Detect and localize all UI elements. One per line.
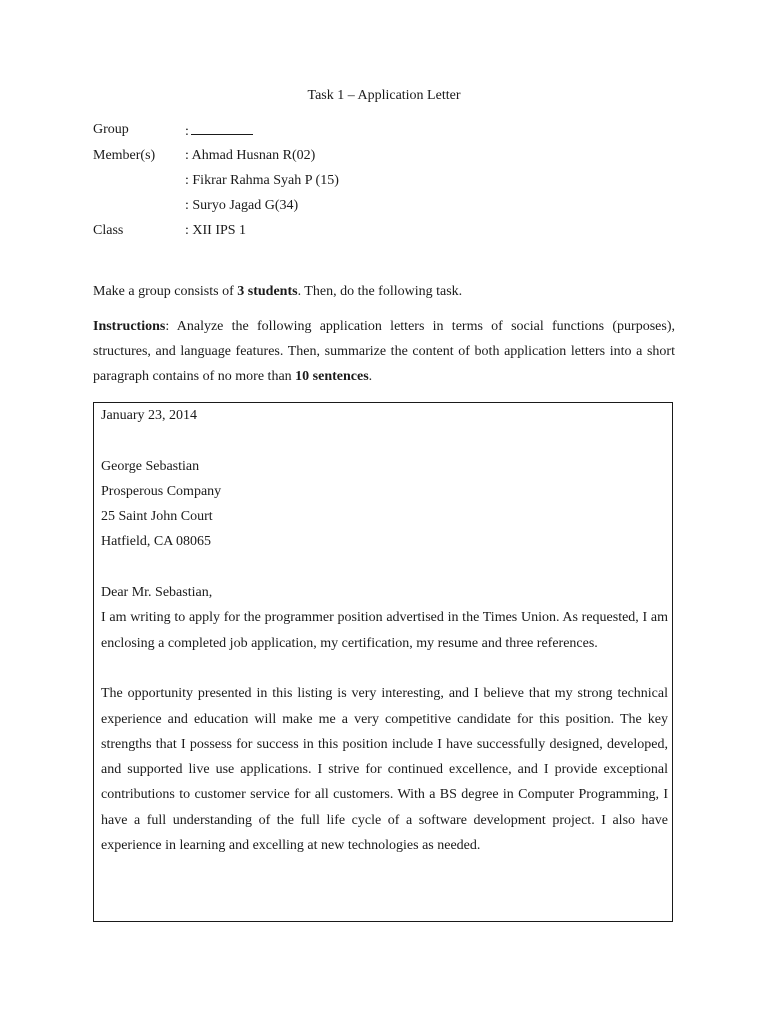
recipient-name: George Sebastian xyxy=(101,458,200,474)
intro-bold: 3 students xyxy=(237,284,298,299)
group-separator: : xyxy=(185,124,189,139)
recipient-street: 25 Saint John Court xyxy=(101,509,213,525)
group-value xyxy=(185,120,253,142)
intro-text-1: Make a group consists of xyxy=(93,284,238,299)
group-blank-line xyxy=(191,120,253,135)
spacer xyxy=(101,555,668,580)
recipient-company: Prosperous Company xyxy=(101,483,222,499)
letter-box xyxy=(93,402,673,922)
letter-paragraph-2: The opportunity presented in this listing is very interesting, and I believe that my strong technical experience and education will make me a very competitive candidate for this position. The key strengths that I possess for success in this position include I have successfully designed, developed, and supported live use applications. I strive for continued excellence, and I provide exceptional contributions to customer service for all customers. With a BS degree in Computer Programming, I have a full understanding of the full life cycle of a software development project. I also have experience in learning and excelling at new technologies as needed. xyxy=(101,686,668,854)
letter-date: January 23, 2014 xyxy=(101,408,198,423)
members-label: Member(s) xyxy=(93,148,156,163)
instructions-text-2: . xyxy=(368,369,373,384)
member-1: : Ahmad Husnan R(02) xyxy=(185,148,316,163)
class-value: : XII IPS 1 xyxy=(185,223,247,238)
instructions-paragraph xyxy=(93,314,675,389)
instructions-text-1: : Analyze the following application letters in terms of social functions (purposes), structures, and language features. Then, summarize the content of both application letters into a short paragraph contains of no more than xyxy=(93,319,675,384)
instructions-bold: 10 sentences xyxy=(295,369,369,384)
class-label: Class xyxy=(93,223,124,238)
group-label: Group xyxy=(93,122,129,137)
instructions-label: Instructions xyxy=(93,319,166,334)
recipient-city: Hatfield, CA 08065 xyxy=(101,534,212,550)
member-2: : Fikrar Rahma Syah P (15) xyxy=(185,173,339,188)
spacer xyxy=(101,428,668,453)
member-3: : Suryo Jagad G(34) xyxy=(185,198,299,213)
spacer xyxy=(101,656,668,681)
letter-paragraph-1: I am writing to apply for the programmer position advertised in the Times Union. As requested, I am enclosing a completed job application, my certification, my resume and three references. xyxy=(101,610,668,651)
intro-text-2: . Then, do the following task. xyxy=(297,284,463,299)
letter-content xyxy=(101,403,668,858)
letter-salutation: Dear Mr. Sebastian, xyxy=(101,585,213,601)
task-title: Task 1 – Application Letter xyxy=(307,88,461,103)
intro-paragraph xyxy=(93,279,675,304)
